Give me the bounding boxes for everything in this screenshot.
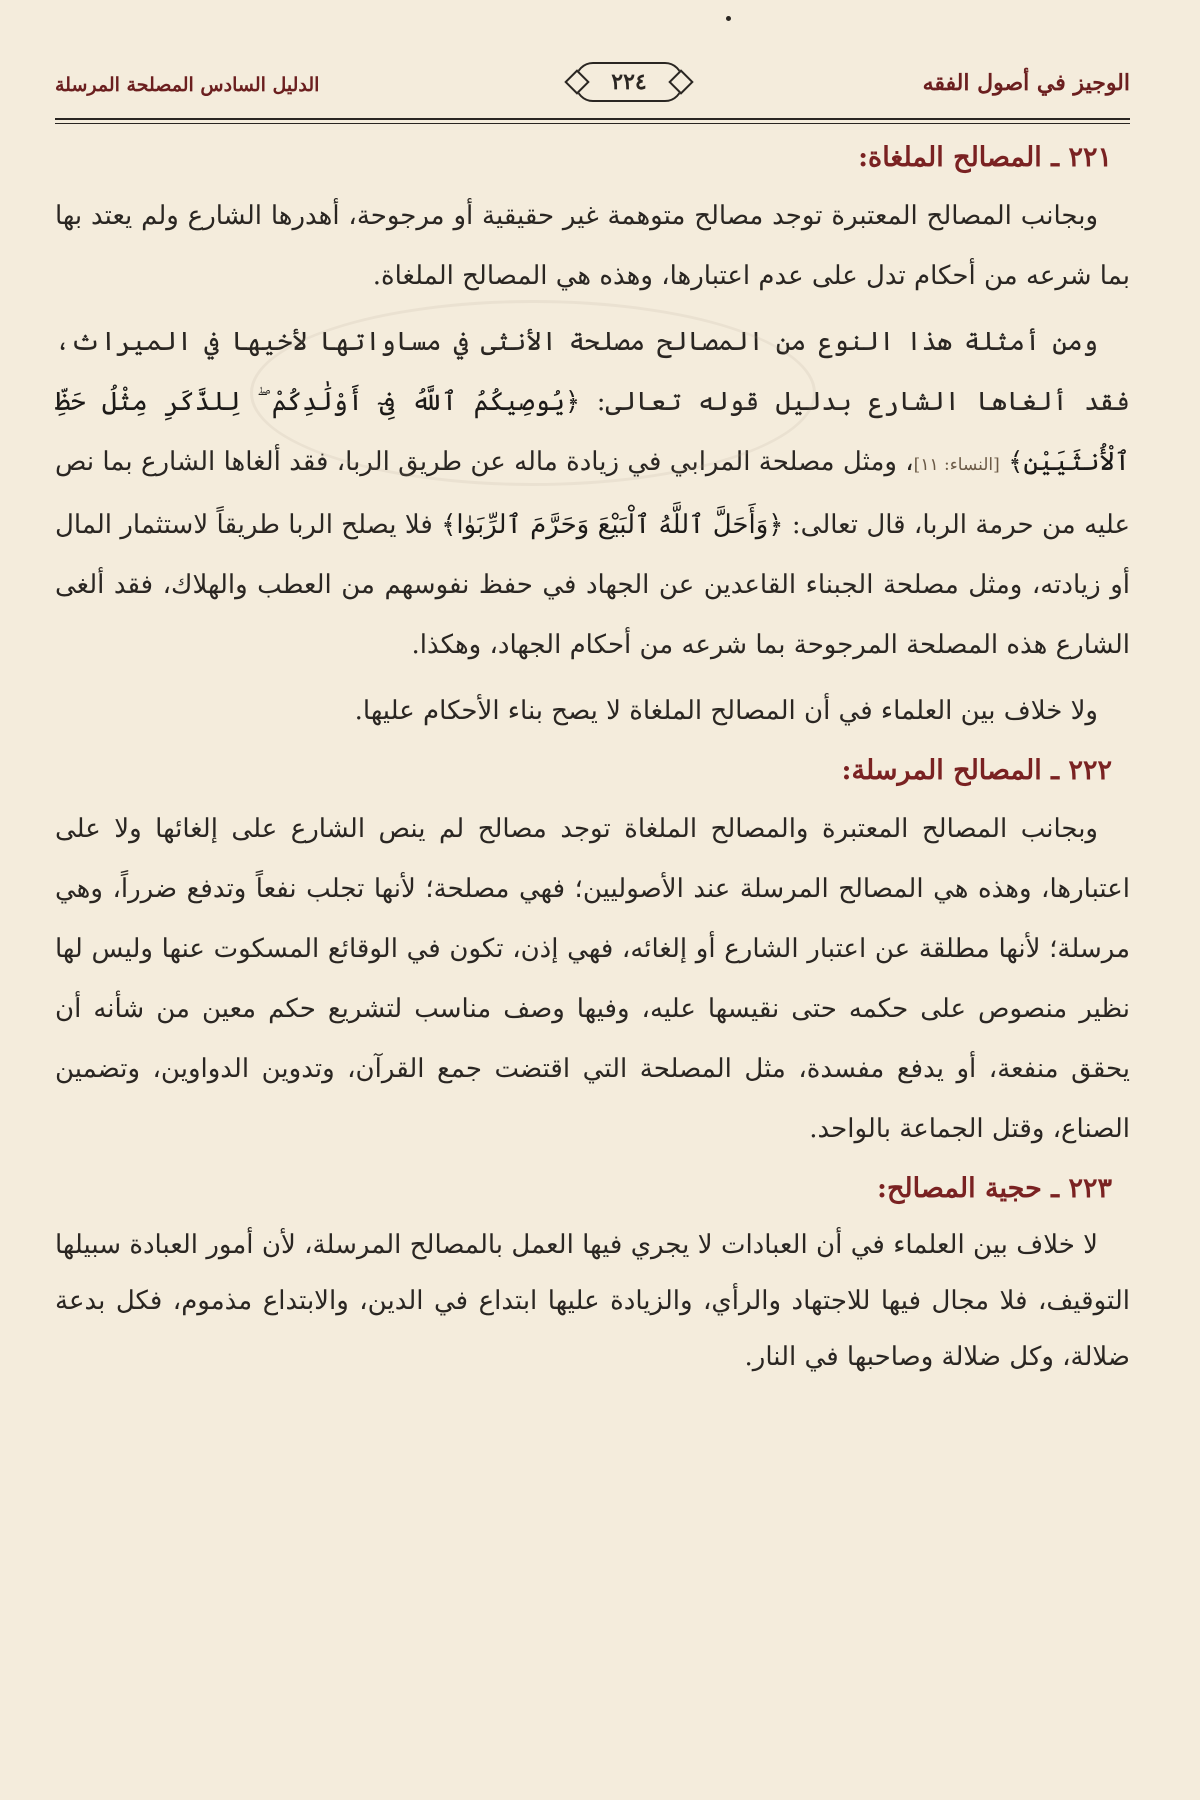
closing-paragraph: ولا خلاف بين العلماء في أن المصالح الملغاة لا يصح بناء الأحكام عليها. <box>354 696 1098 726</box>
paragraph: لا خلاف بين العلماء في أن العبادات لا يجري فيها العمل بالمصالح المرسلة، لأن أمور العبادة سبيلها التوقيف، فلا مجال فيها للاجتهاد والرأي، والزيادة عليها ابتداع في الدين، والابتداع مذموم، فكل بدعة ضلالة، وكل ضلالة وصاحبها في النار. <box>55 1230 1130 1372</box>
section-heading-223: ٢٢٣ ـ حجية المصالح: <box>877 1173 1112 1204</box>
paragraph: وبجانب المصالح المعتبرة والمصالح الملغاة توجد مصالح لم ينص الشارع على إلغائها ولا على اعتبارها، وهذه هي المصالح المرسلة عند الأصوليين؛ فهي مصلحة؛ لأنها تجلب نفعاً وتدفع ضرراً، وهي مرسلة؛ لأنها مطلقة عن اعتبار الشارع أو إلغائه، فهي إذن، تكون في الوقائع المسكوت عنها وليس لها نظير منصوص على حكمه حتى نقيسها عليه، وفيها وصف مناسب لتشريع حكم معين من شأنه أن يحقق منفعة، أو يدفع مفسدة، مثل المصلحة التي اقتضت جمع القرآن، وتدوين الدواوين، وتضمين الصناع، وقتل الجماعة بالواحد. <box>55 814 1130 1144</box>
running-head <box>55 60 1130 112</box>
print-dot <box>726 16 731 21</box>
examples-text-3: فلا يصلح الربا طريقاً لاستثمار المال أو زيادته، ومثل مصلحة الجبناء القاعدين عن الجهاد في حفظ نفوسهم من العطب والهلاك، فقد ألغى الشارع هذه المصلحة المرجوحة بما شرعه من أحكام الجهاد، وهكذا. <box>55 510 1130 660</box>
page-number: ٢٢٤ <box>575 62 683 102</box>
examples-text-2: ، ومثل مصلحة المرابي في زيادة ماله عن طريق الربا، فقد ألغاها الشارع بما نص عليه من حرمة الربا، قال تعالى: <box>55 447 1130 540</box>
header-rule <box>55 118 1130 124</box>
section-heading-222: ٢٢٢ ـ المصالح المرسلة: <box>841 755 1112 786</box>
paragraph: وبجانب المصالح المعتبرة توجد مصالح متوهمة غير حقيقية أو مرجوحة، أهدرها الشارع ولم يعتد بها بما شرعه من أحكام تدل على عدم اعتبارها، وهذه هي المصالح الملغاة. <box>55 201 1130 291</box>
examples-text-1: ومن أمثلة هذا النوع من المصالح مصلحة الأنثى في مساواتها لأخيها في الميراث، فقد ألغاها الشارع بدليل قوله تعالى: <box>55 327 1130 417</box>
examples-paragraph <box>55 312 1130 675</box>
book-title: الوجيز في أصول الفقه <box>922 70 1130 96</box>
chapter-title: الدليل السادس المصلحة المرسلة <box>55 74 320 96</box>
quran-verse-2: ﴿وَأَحَلَّ ٱللَّهُ ٱلْبَيْعَ وَحَرَّمَ ٱلرِّبَوٰا﴾ <box>441 510 784 540</box>
quran-verse-1: ﴿يُوصِيكُمُ ٱللَّهُ فِىٓ أَوْلَٰدِكُمْ ۖ لِلذَّكَرِ مِثْلُ حَظِّ ٱلْأُنثَيَيْنِ﴾ <box>55 387 1131 477</box>
verse-reference: [النساء: ١١] <box>913 455 1000 475</box>
section-heading-221: ٢٢١ ـ المصالح الملغاة: <box>858 142 1112 173</box>
